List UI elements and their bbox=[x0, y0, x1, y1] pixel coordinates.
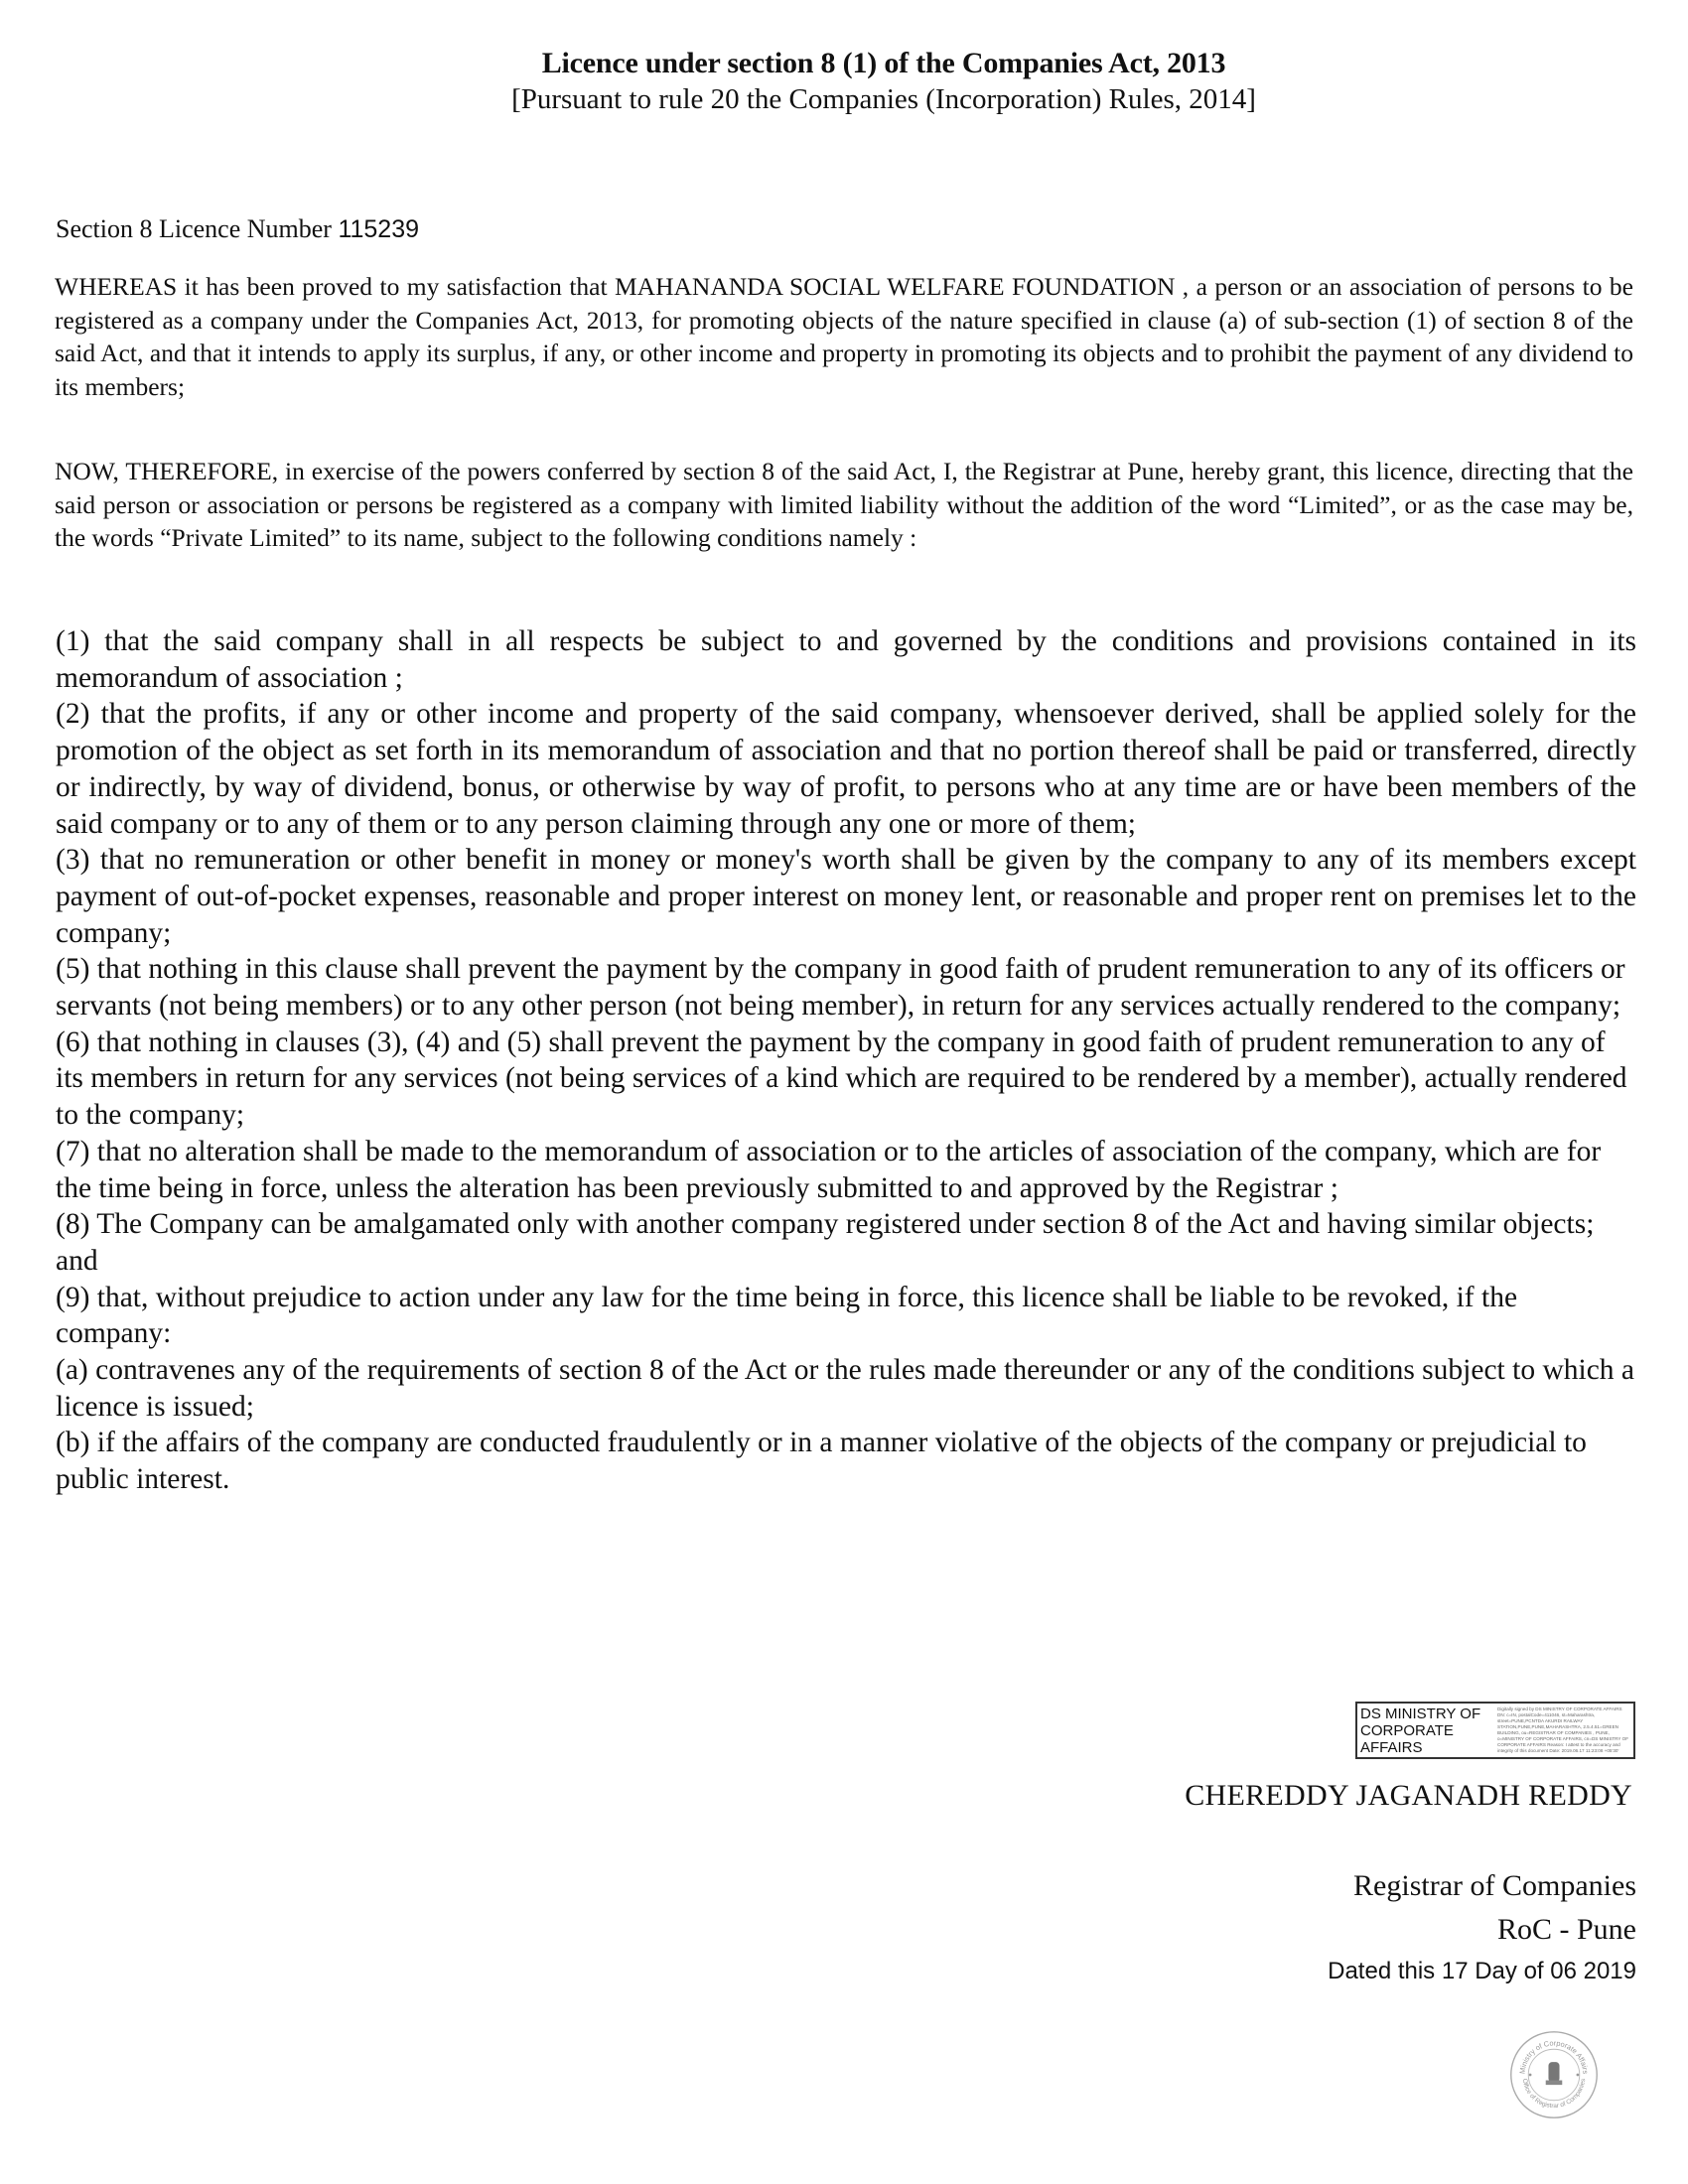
condition-item: (9) that, without prejudice to action under any law for the time being in force, this licence shall be liable to be revoked, if the company: bbox=[56, 1281, 1518, 1350]
condition-item: (a) contravenes any of the requirements of section 8 of the Act or the rules made thereunder or any of the conditions subject to which a licence is issued; bbox=[56, 1354, 1635, 1423]
signatory-block bbox=[1353, 1864, 1636, 1952]
stamp-details: Digitally signed by DS MINISTRY OF CORPORATE AFFAIRS DN: c=IN, postalCode=411046, st=Maharashtra, street=PUNE,PCNTDA AKURDI RAILWAY STATION,PUNE,PUNE,MAHARASHTRA, 2.5.4.51=GREEN BUILDING, ou=REGISTRAR OF COMPANIES , PUNE, o=MINISTRY OF CORPORATE AFFAIRS, cn=DS MINISTRY OF CORPORATE AFFAIRS Reason: I attest to the accuracy and integrity of this document Date: 2019.06.17 11:23:08 +05'30' bbox=[1497, 1706, 1629, 1753]
condition-item: (b) if the affairs of the company are conducted fraudulently or in a manner violative of the objects of the company or prejudicial to public interest. bbox=[56, 1427, 1587, 1496]
condition-item: (5) that nothing in this clause shall prevent the payment by the company in good faith of prudent remuneration to any of its officers or servants (not being members) or to any other person (not being member), in return for any services actually rendered to the company; bbox=[56, 953, 1625, 1023]
condition-item: (1) that the said company shall in all respects be subject to and governed by the conditions and provisions contained in its memorandum of association ; bbox=[56, 625, 1636, 694]
whereas-paragraph: WHEREAS it has been proved to my satisfaction that MAHANANDA SOCIAL WELFARE FOUNDATION , a person or an association of persons to be registered as a company under the Companies Act, 2013, for promoting objects of the nature specified in clause (a) of sub-section (1) of section 8 of the said Act, and that it intends to apply its surplus, if any, or other income and property in promoting its objects and to prohibit the payment of any dividend to its members; bbox=[55, 272, 1633, 401]
signatory-name: CHEREDDY JAGANADH REDDY bbox=[1185, 1779, 1632, 1812]
licence-number-line bbox=[56, 214, 419, 244]
date-line: Dated this 17 Day of 06 2019 bbox=[1328, 1958, 1636, 1984]
signatory-designation: Registrar of Companies bbox=[1353, 1869, 1636, 1902]
signatory-office: RoC - Pune bbox=[1496, 1913, 1636, 1946]
header bbox=[0, 46, 1688, 117]
condition-item: (3) that no remuneration or other benefit in money or money's worth shall be given by the company to any of its members except payment of out-of-pocket expenses, reasonable and proper interest on money lent, or reasonable and proper rent on premises let to the company; bbox=[56, 844, 1636, 949]
licence-number: 115239 bbox=[338, 215, 420, 243]
ministry-seal-icon bbox=[1508, 2029, 1600, 2120]
digital-signature-stamp[interactable] bbox=[1355, 1702, 1635, 1759]
conditions-list bbox=[56, 623, 1636, 1498]
condition-item: (7) that no alteration shall be made to the memorandum of association or to the articles of association of the company, which are for the time being in force, unless the alteration has been previously submitted to and approved by the Registrar ; bbox=[56, 1135, 1602, 1204]
document-title: Licence under section 8 (1) of the Companies Act, 2013 bbox=[541, 47, 1226, 79]
svg-text:Office of Registrar of Compani: Office of Registrar of Companies bbox=[1520, 2078, 1588, 2111]
document-subtitle: [Pursuant to rule 20 the Companies (Incorporation) Rules, 2014] bbox=[511, 83, 1256, 115]
condition-item: (2) that the profits, if any or other income and property of the said company, whensoever derived, shall be applied solely for the promotion of the object as set forth in its memorandum of association and that no portion thereof shall be paid or transferred, directly or indirectly, by way of dividend, bonus, or otherwise by way of profit, to persons who at any time are or have been members of the said company or to any of them or to any person claiming through any one or more of them; bbox=[56, 698, 1636, 840]
licence-number-label: Section 8 Licence Number bbox=[56, 214, 332, 243]
now-therefore-paragraph: NOW, THEREFORE, in exercise of the powers conferred by section 8 of the said Act, I, the Registrar at Pune, hereby grant, this licence, directing that the said person or association or persons be registered as a company with limited liability without the addition of the word “Limited”, or as the case may be, the words “Private Limited” to its name, subject to the following conditions namely : bbox=[55, 457, 1633, 552]
svg-text:Ministry of Corporate Affairs: Ministry of Corporate Affairs bbox=[1517, 2038, 1591, 2075]
condition-item: (6) that nothing in clauses (3), (4) and (5) shall prevent the payment by the company in good faith of prudent remuneration to any of its members in return for any services (not being services of a kind which are required to be rendered by a member), actually rendered to the company; bbox=[56, 1025, 1627, 1132]
condition-item: (8) The Company can be amalgamated only with another company registered under section 8 of the Act and having similar objects; and bbox=[56, 1208, 1595, 1277]
stamp-title: DS MINISTRY OF CORPORATE AFFAIRS bbox=[1360, 1706, 1481, 1756]
